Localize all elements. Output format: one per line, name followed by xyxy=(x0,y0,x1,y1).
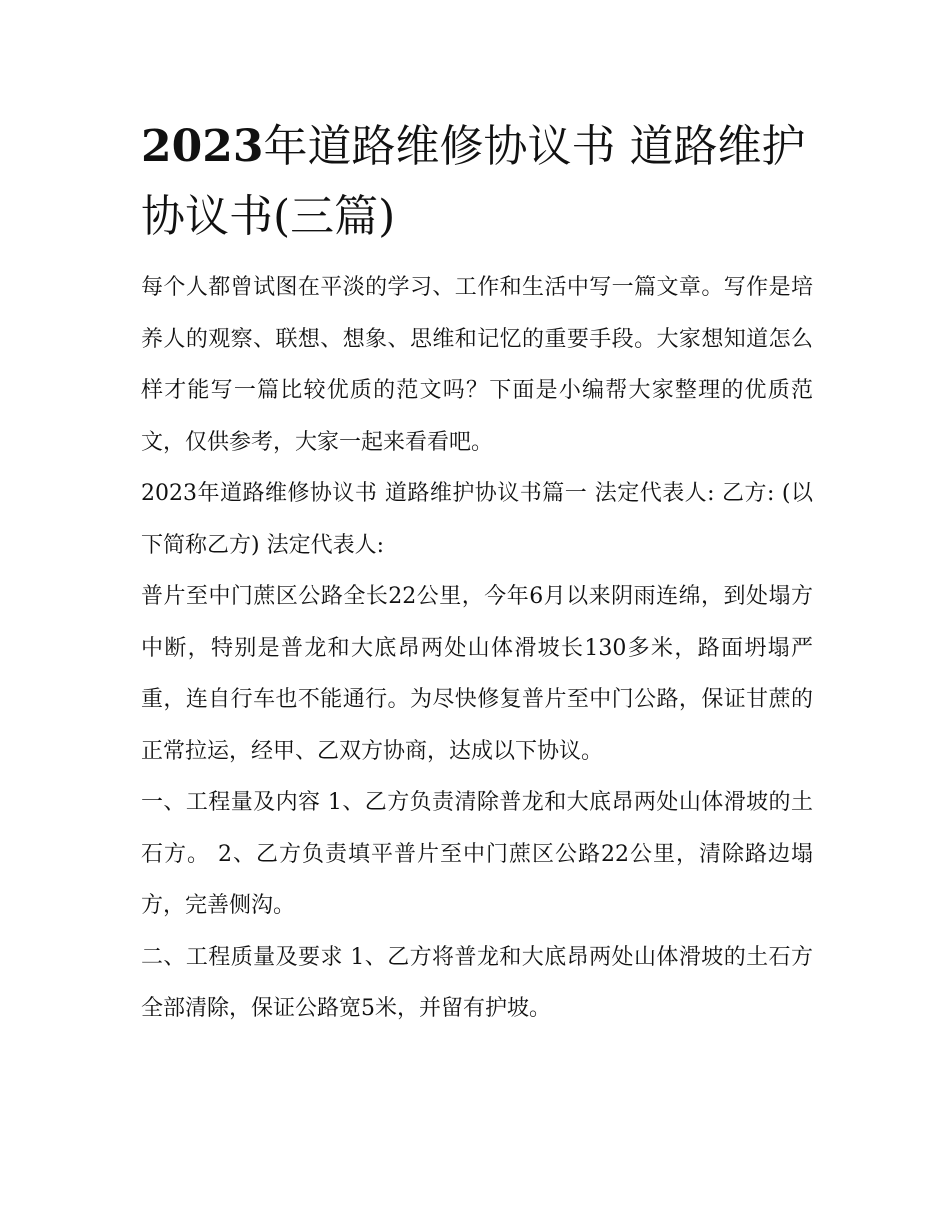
title-year: 2023 xyxy=(141,121,264,172)
agreement-header-paragraph: 2023年道路维修协议书 道路维护协议书篇一 法定代表人: 乙方: (以下简称乙方) 法定代表人: xyxy=(141,481,813,558)
background-paragraph: 普片至中门蔗区公路全长22公里，今年6月以来阴雨连绵，到处塌方中断，特别是普龙和大底昂两处山体滑坡长130多米，路面坍塌严重，连自行车也不能通行。为尽快修复普片至中门公路，保证甘蔗的正常拉运，经甲、乙双方协商，达成以下协议。 xyxy=(141,584,813,764)
document-title xyxy=(141,112,813,252)
document-body xyxy=(141,262,813,1035)
quality-paragraph: 二、工程质量及要求 1、乙方将普龙和大底昂两处山体滑坡的土石方全部清除，保证公路宽5米，并留有护坡。 xyxy=(141,944,813,1021)
title-text: 年道路维修协议书 道路维护协议书(三篇) xyxy=(141,121,806,242)
scope-paragraph: 一、工程量及内容 1、乙方负责清除普龙和大底昂两处山体滑坡的土石方。 2、乙方负责填平普片至中门蔗区公路22公里，清除路边塌方，完善侧沟。 xyxy=(141,790,813,918)
intro-paragraph: 每个人都曾试图在平淡的学习、工作和生活中写一篇文章。写作是培养人的观察、联想、想象、思维和记忆的重要手段。大家想知道怎么样才能写一篇比较优质的范文吗？下面是小编帮大家整理的优质范文，仅供参考，大家一起来看看吧。 xyxy=(141,275,813,455)
document-page xyxy=(141,112,813,1035)
